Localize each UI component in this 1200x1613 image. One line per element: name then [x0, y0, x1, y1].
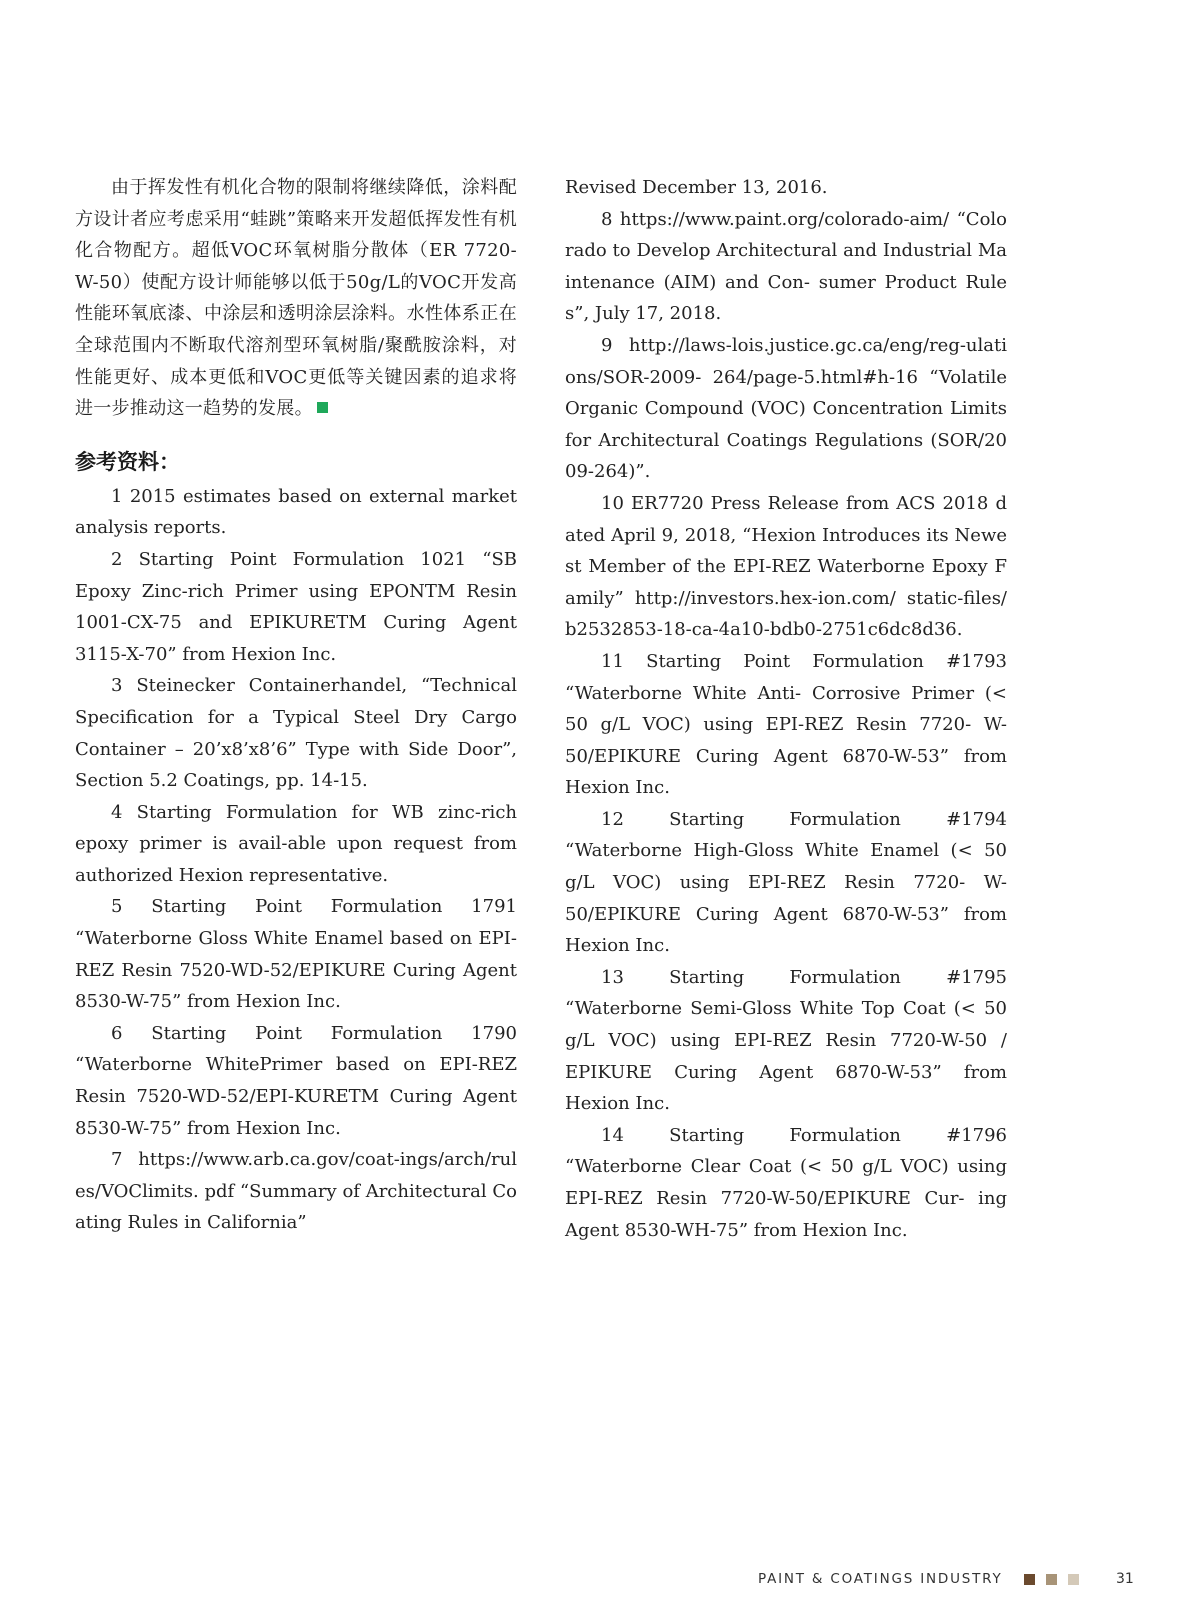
reference-8: 8 https://www.paint.org/colorado-aim/ “Colorado to Develop Architectural and Industrial Maintenance (AIM) and Con- sumer Product Rules”, July 17, 2018.: [565, 208, 1007, 325]
reference-6: 6 Starting Point Formulation 1790 “Waterborne WhitePrimer based on EPI-REZ Resin 7520-WD-52/EPI-KURETM Curing Agent 8530-W-75” from Hexion Inc.: [75, 1022, 517, 1139]
intro-text: 由于挥发性有机化合物的限制将继续降低，涂料配方设计者应考虑采用“蛙跳”策略来开发超低挥发性有机化合物配方。超低VOC环氧树脂分散体（ER 7720-W-50）使配方设计师能够以低于50g/L的VOC开发高性能环氧底漆、中涂层和透明涂层涂料。水性体系正在全球范围内不断取代溶剂型环氧树脂/聚酰胺涂料，对性能更好、成本更低和VOC更低等关键因素的追求将进一步推动这一趋势的发展。: [75, 177, 517, 420]
right-column: [565, 172, 1007, 1246]
intro-paragraph: [75, 172, 517, 425]
journal-name: PAINT & COATINGS INDUSTRY: [758, 1571, 1003, 1587]
reference-5: 5 Starting Point Formulation 1791 “Waterborne Gloss White Enamel based on EPI-REZ Resin 7520-WD-52/EPIKURE Curing Agent 8530-W-75” from Hexion Inc.: [75, 896, 517, 1013]
reference-2: 2 Starting Point Formulation 1021 “SB Epoxy Zinc-rich Primer using EPONTM Resin 1001-CX-75 and EPIKURETM Curing Agent 3115-X-70” from Hexion Inc.: [75, 548, 517, 665]
reference-3: 3 Steinecker Containerhandel, “Technical Specification for a Typical Steel Dry Cargo Container – 20’x8’x8’6” Type with Side Door”, Section 5.2 Coatings, pp. 14-15.: [75, 675, 517, 792]
reference-9: 9 http://laws-lois.justice.gc.ca/eng/reg-ulations/SOR-2009- 264/page-5.html#h-16 “Volatile Organic Compound (VOC) Concentration Limits for Architectural Coatings Regulations (SOR/2009-264)”.: [565, 334, 1007, 483]
footer-square-medium: [1046, 1574, 1057, 1585]
footer-square-dark: [1024, 1574, 1035, 1585]
left-column: [75, 172, 517, 1239]
footer-square-light: [1068, 1574, 1079, 1585]
reference-7: 7 https://www.arb.ca.gov/coat-ings/arch/rules/VOClimits. pdf “Summary of Architectural Coating Rules in California”: [75, 1149, 517, 1234]
reference-4: 4 Starting Formulation for WB zinc-rich epoxy primer is avail-able upon request from authorized Hexion representative.: [75, 801, 517, 886]
reference-14: 14 Starting Formulation #1796 “Waterborne Clear Coat (< 50 g/L VOC) using EPI-REZ Resin 7720-W-50/EPIKURE Cur- ing Agent 8530-WH-75” from Hexion Inc.: [565, 1124, 1007, 1241]
reference-7-continued: Revised December 13, 2016.: [565, 177, 828, 198]
reference-12: 12 Starting Formulation #1794 “Waterborne High-Gloss White Enamel (< 50 g/L VOC) using EPI-REZ Resin 7720- W-50/EPIKURE Curing Agent 6870-W-53” from Hexion Inc.: [565, 808, 1007, 957]
page-footer: [0, 1567, 1200, 1591]
reference-1: 1 2015 estimates based on external market analysis reports.: [75, 485, 517, 539]
article-end-marker: [317, 402, 328, 413]
references-heading: 参考资料：: [75, 449, 180, 474]
page-number: 31: [1116, 1571, 1134, 1587]
reference-13: 13 Starting Formulation #1795 “Waterborne Semi-Gloss White Top Coat (< 50 g/L VOC) using EPI-REZ Resin 7720-W-50 / EPIKURE Curing Agent 6870-W-53” from Hexion Inc.: [565, 966, 1007, 1115]
reference-11: 11 Starting Point Formulation #1793 “Waterborne White Anti- Corrosive Primer (< 50 g/L VOC) using EPI-REZ Resin 7720- W-50/EPIKURE Curing Agent 6870-W-53” from Hexion Inc.: [565, 650, 1007, 799]
reference-10: 10 ER7720 Press Release from ACS 2018 dated April 9, 2018, “Hexion Introduces its Newest Member of the EPI-REZ Waterborne Epoxy Family” http://investors.hex-ion.com/ static-files/b2532853-18-ca-4a10-bdb0-2751c6dc8d36.: [565, 492, 1007, 641]
